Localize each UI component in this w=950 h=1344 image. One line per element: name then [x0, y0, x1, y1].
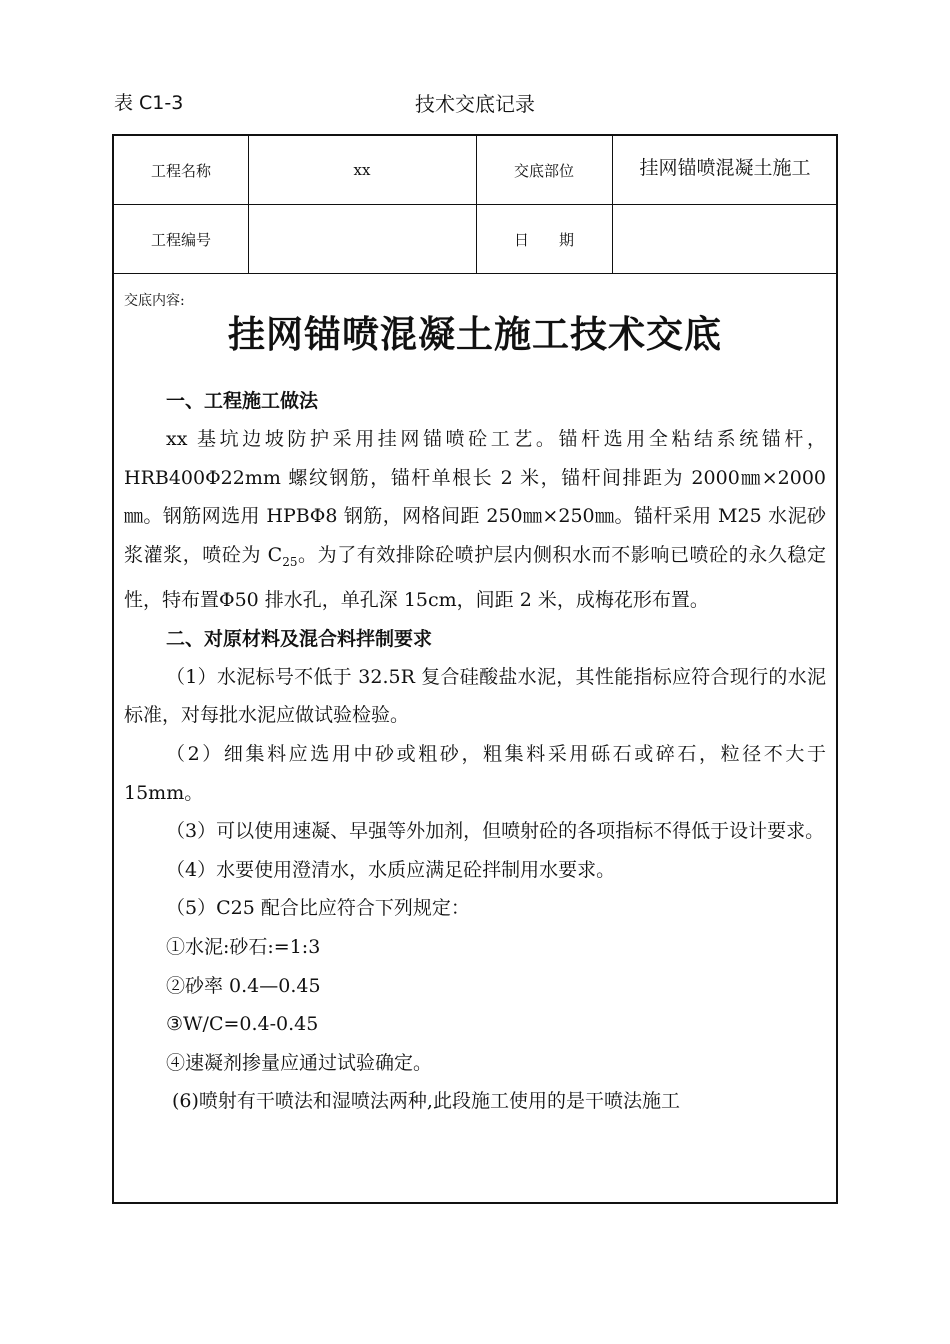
location-value: 挂网锚喷混凝土施工: [639, 156, 811, 179]
project-no-label: 工程编号: [150, 230, 211, 249]
sub-item: ③W/C=0.4-0.45: [166, 1013, 319, 1036]
project-name-label: 工程名称: [150, 161, 211, 180]
list-item: （1）水泥标号不低于 32.5R 复合硅酸盐水泥，其性能指标应符合现行的水泥标准，对每批水泥应做试验检验。: [124, 665, 826, 727]
document-title: 挂网锚喷混凝土施工技术交底: [228, 312, 722, 356]
sub-item: ②砂率 0.4—0.45: [166, 974, 321, 997]
disclosure-content: [124, 292, 826, 1121]
record-table: [112, 134, 838, 1204]
date-label: 日 期: [513, 230, 574, 249]
section-heading: 二、对原材料及混合料拌制要求: [166, 627, 433, 650]
sub-item: ①水泥:砂石:=1:3: [166, 935, 321, 958]
content-label: 交底内容:: [124, 293, 185, 309]
project-no-value: [248, 205, 476, 273]
list-item: （3）可以使用速凝、早强等外加剂，但喷射砼的各项指标不得低于设计要求。: [166, 820, 825, 843]
list-item: (6)喷射有干喷法和湿喷法两种,此段施工使用的是干喷法施工: [172, 1090, 680, 1113]
list-item: （4）水要使用澄清水，水质应满足砼拌制用水要求。: [166, 858, 616, 881]
list-item: （5）C25 配合比应符合下列规定：: [166, 897, 470, 920]
date-value: [612, 205, 838, 273]
section-heading: 一、工程施工做法: [166, 390, 319, 412]
row-divider: [114, 273, 836, 274]
form-code: 表 C1-3: [114, 92, 184, 114]
location-label: 交底部位: [513, 161, 574, 180]
section-paragraph: xx 基坑边坡防护采用挂网锚喷砼工艺。锚杆选用全粘结系统锚杆，HRB400Φ22mm 螺纹钢筋，锚杆单根长 2 米，锚杆间排距为 2000㎜×2000㎜。钢筋网选用 HPBΦ8 钢筋，网格间距 250㎜×250㎜。锚杆采用 M25 水泥砂浆灌浆，喷砼为 $C_{25}$。为了有效排除砼喷护层内侧积水而不影响已喷砼的永久稳定性，特布置Φ50 排水孔，单孔深 15cm，间距 2 米，成梅花形布置。: [124, 428, 826, 612]
project-name-value: xx: [353, 161, 371, 179]
sub-item: ④速凝剂掺量应通过试验确定。: [166, 1051, 433, 1074]
list-item: （2）细集料应选用中砂或粗砂，粗集料采用砾石或碎石，粒径不大于 15mm。: [124, 742, 826, 804]
form-title: 技术交底记录: [415, 92, 535, 116]
